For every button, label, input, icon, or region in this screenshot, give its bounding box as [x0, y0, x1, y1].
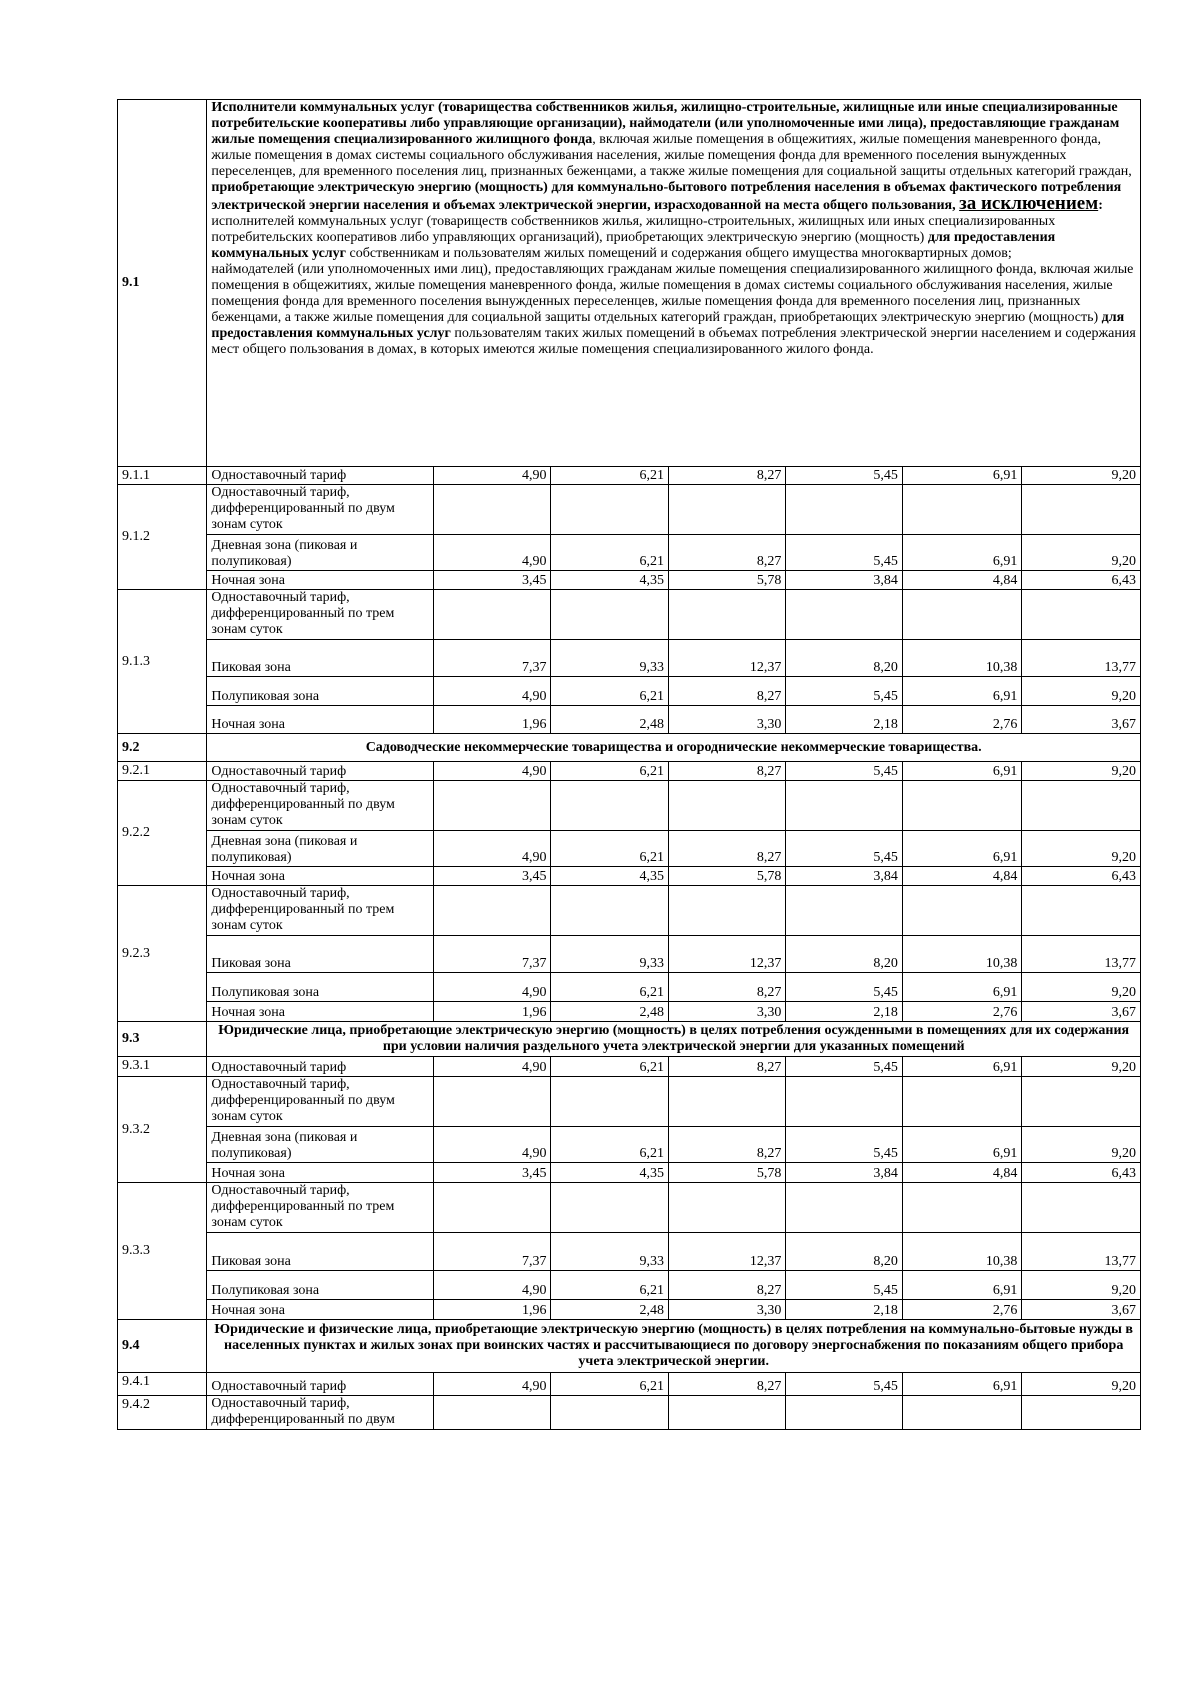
- tariff-value: 6,91: [902, 1057, 1022, 1077]
- tariff-value: 2,18: [786, 706, 902, 734]
- section-header-text: [207, 100, 1141, 467]
- tariff-value: 3,67: [1022, 1300, 1141, 1320]
- section-header-row: [118, 734, 1141, 762]
- row-number: 9.1.3: [118, 590, 207, 734]
- row-number: 9.4.2: [118, 1396, 207, 1430]
- tariff-value: [1022, 1183, 1141, 1233]
- header-segment: собственникам и пользователям жилых помещений и содержания общего имущества многоквартирных домов;: [346, 246, 1012, 261]
- row-label: Пиковая зона: [207, 936, 434, 973]
- tariff-value: [902, 886, 1022, 936]
- tariff-value: 4,90: [434, 1127, 551, 1163]
- tariff-value: 2,48: [551, 1002, 668, 1022]
- tariff-value: [434, 590, 551, 640]
- row-label: Ночная зона: [207, 1163, 434, 1183]
- table-row: [118, 831, 1141, 867]
- section-header-text: [207, 1022, 1141, 1057]
- tariff-value: [786, 1396, 902, 1430]
- emphasis-text: за исключением: [959, 193, 1099, 214]
- tariff-value: [551, 781, 668, 831]
- tariff-value: 5,45: [786, 762, 902, 781]
- row-label: Полупиковая зона: [207, 677, 434, 706]
- row-label: Одноставочный тариф: [207, 762, 434, 781]
- tariff-value: 8,20: [786, 640, 902, 677]
- tariff-value: 2,76: [902, 706, 1022, 734]
- table-row: [118, 706, 1141, 734]
- tariff-value: 12,37: [668, 1233, 785, 1271]
- tariff-value: 6,21: [551, 762, 668, 781]
- section-header-text: [207, 734, 1141, 762]
- header-segment: для предоставления коммунальных услуг: [211, 310, 1125, 341]
- tariff-value: 10,38: [902, 640, 1022, 677]
- tariff-value: 2,48: [551, 706, 668, 734]
- row-label: Ночная зона: [207, 571, 434, 590]
- row-label: Одноставочный тариф, дифференцированный по трем зонам суток: [207, 886, 434, 936]
- tariff-value: 5,45: [786, 467, 902, 485]
- tariff-value: 6,21: [551, 1127, 668, 1163]
- tariff-value: 10,38: [902, 936, 1022, 973]
- section-header-row: [118, 1022, 1141, 1057]
- tariff-value: 9,33: [551, 640, 668, 677]
- tariff-value: 9,20: [1022, 762, 1141, 781]
- tariff-value: 6,91: [902, 535, 1022, 571]
- row-number: 9.1.2: [118, 485, 207, 590]
- tariff-value: 5,45: [786, 535, 902, 571]
- tariff-value: 3,45: [434, 571, 551, 590]
- tariff-value: 9,20: [1022, 1057, 1141, 1077]
- table-row: [118, 1396, 1141, 1430]
- tariff-value: 2,76: [902, 1002, 1022, 1022]
- tariff-value: 2,18: [786, 1300, 902, 1320]
- section-header-text: [207, 1320, 1141, 1373]
- row-label: Одноставочный тариф, дифференцированный по двум: [207, 1396, 434, 1430]
- header-segment: наймодателей (или уполномоченных ими лиц), предоставляющих гражданам жилые помещения специализированного жилищного фонда, включая жилые помещения в общежитиях, жилые помещения маневренного фонда, жилые помещения в домах системы социального обслуживания населения, жилые помещения фонда для временного поселения вынужденных переселенцев, жилые помещения фонда для временного поселения лиц, признанных беженцами, а также жилые помещения для социальной защиты отдельных категорий граждан, приобретающих электрическую энергию (мощность): [211, 262, 1134, 325]
- tariff-value: 4,35: [551, 867, 668, 886]
- tariff-value: 5,45: [786, 831, 902, 867]
- tariff-value: 9,33: [551, 936, 668, 973]
- row-number: 9.2.2: [118, 781, 207, 886]
- tariff-value: 6,91: [902, 1271, 1022, 1300]
- row-label: Одноставочный тариф, дифференцированный по двум зонам суток: [207, 485, 434, 535]
- tariff-value: 3,45: [434, 867, 551, 886]
- tariff-value: 6,21: [551, 1057, 668, 1077]
- table-row: [118, 1300, 1141, 1320]
- tariff-value: 1,96: [434, 1300, 551, 1320]
- header-segment: приобретающие электрическую энергию (мощность) для коммунально-бытового потребления населения в объемах фактического потребления электрической энергии населения и объемах электрической энергии, израсходованной на места общего пользования,: [211, 180, 1122, 213]
- tariff-value: 13,77: [1022, 640, 1141, 677]
- tariff-value: 4,84: [902, 1163, 1022, 1183]
- tariff-value: [902, 1077, 1022, 1127]
- tariff-value: 3,84: [786, 571, 902, 590]
- tariff-value: 9,20: [1022, 831, 1141, 867]
- tariff-value: 8,27: [668, 1057, 785, 1077]
- tariff-value: 4,90: [434, 467, 551, 485]
- tariff-value: 6,21: [551, 973, 668, 1002]
- row-label: Одноставочный тариф: [207, 467, 434, 485]
- tariff-value: 9,20: [1022, 1373, 1141, 1396]
- tariff-value: 6,21: [551, 831, 668, 867]
- tariff-value: 7,37: [434, 1233, 551, 1271]
- row-number: 9.3.2: [118, 1077, 207, 1183]
- table-row: [118, 571, 1141, 590]
- tariff-value: [434, 1183, 551, 1233]
- tariff-value: 4,84: [902, 571, 1022, 590]
- tariff-value: 3,84: [786, 1163, 902, 1183]
- row-label: Полупиковая зона: [207, 973, 434, 1002]
- tariff-value: 6,21: [551, 677, 668, 706]
- tariff-value: 6,91: [902, 1373, 1022, 1396]
- tariff-value: 8,27: [668, 535, 785, 571]
- table-row: [118, 1077, 1141, 1127]
- tariff-value: [902, 1183, 1022, 1233]
- table-row: [118, 535, 1141, 571]
- tariff-table: [117, 99, 1141, 1430]
- row-number: 9.3.3: [118, 1183, 207, 1320]
- tariff-value: [434, 1077, 551, 1127]
- tariff-value: 4,35: [551, 571, 668, 590]
- tariff-value: 9,20: [1022, 677, 1141, 706]
- tariff-value: [902, 590, 1022, 640]
- tariff-value: 7,37: [434, 936, 551, 973]
- row-label: Одноставочный тариф: [207, 1057, 434, 1077]
- header-segment: Юридические и физические лица, приобретающие электрическую энергию (мощность) в целях потребления на коммунально-бытовые нужды в населенных пунктах и жилых зонах при воинских частях и рассчитывающиеся по договору энергоснабжения по показаниям общего прибора учета электрической энергии.: [214, 1322, 1133, 1369]
- tariff-value: 1,96: [434, 706, 551, 734]
- header-segment: Юридические лица, приобретающие электрическую энергию (мощность) в целях потребления осужденными в помещениях для их содержания при условии наличия раздельного учета электрической энергии для указанных помещений: [218, 1023, 1130, 1054]
- row-label: Ночная зона: [207, 706, 434, 734]
- tariff-value: 6,21: [551, 535, 668, 571]
- tariff-value: [1022, 1077, 1141, 1127]
- tariff-value: 8,20: [786, 936, 902, 973]
- tariff-value: 9,20: [1022, 1127, 1141, 1163]
- tariff-value: 12,37: [668, 640, 785, 677]
- tariff-value: 9,20: [1022, 467, 1141, 485]
- section-number: 9.1: [118, 100, 207, 467]
- tariff-value: [1022, 781, 1141, 831]
- tariff-value: 4,90: [434, 831, 551, 867]
- header-segment: Исполнители коммунальных услуг (товарищества собственников жилья, жилищно-строительные, жилищные или иные специализированные потребительские кооперативы либо управляющие организации), наймодатели (или уполномоченные ими лица), предоставляющие гражданам жилые помещения специализированного жилищного фонда: [211, 100, 1120, 147]
- table-row: [118, 936, 1141, 973]
- table-row: [118, 485, 1141, 535]
- row-label: Ночная зона: [207, 1002, 434, 1022]
- row-label: Одноставочный тариф, дифференцированный по двум зонам суток: [207, 1077, 434, 1127]
- header-segment: для предоставления коммунальных услуг: [211, 230, 1056, 261]
- tariff-value: [1022, 1396, 1141, 1430]
- tariff-value: 5,45: [786, 1127, 902, 1163]
- table-row: [118, 640, 1141, 677]
- tariff-value: 13,77: [1022, 936, 1141, 973]
- tariff-value: 8,27: [668, 1271, 785, 1300]
- tariff-value: 2,18: [786, 1002, 902, 1022]
- tariff-value: 8,27: [668, 677, 785, 706]
- tariff-value: 3,84: [786, 867, 902, 886]
- tariff-value: 6,21: [551, 467, 668, 485]
- tariff-value: [786, 590, 902, 640]
- tariff-value: 7,37: [434, 640, 551, 677]
- table-row: [118, 867, 1141, 886]
- row-label: Полупиковая зона: [207, 1271, 434, 1300]
- tariff-value: [434, 886, 551, 936]
- tariff-value: 3,30: [668, 706, 785, 734]
- tariff-value: [434, 485, 551, 535]
- row-number: 9.1.1: [118, 467, 207, 485]
- tariff-value: 4,90: [434, 762, 551, 781]
- tariff-value: [668, 485, 785, 535]
- tariff-value: [551, 886, 668, 936]
- tariff-value: 9,20: [1022, 535, 1141, 571]
- tariff-value: [1022, 590, 1141, 640]
- tariff-value: [1022, 886, 1141, 936]
- table-row: [118, 1373, 1141, 1396]
- row-number: 9.4.1: [118, 1373, 207, 1396]
- header-segment: , включая жилые помещения в общежитиях, жилые помещения маневренного фонда, жилые помещения в домах системы социального обслуживания населения, жилые помещения фонда для временного поселения вынужденных переселенцев, для временного поселения лиц, признанных беженцами, а также жилые помещения для социальной защиты отдельных категорий граждан,: [211, 132, 1132, 179]
- row-label: Пиковая зона: [207, 640, 434, 677]
- tariff-value: 6,21: [551, 1373, 668, 1396]
- tariff-value: [668, 886, 785, 936]
- tariff-value: 6,43: [1022, 1163, 1141, 1183]
- section-number: 9.3: [118, 1022, 207, 1057]
- tariff-value: 4,90: [434, 535, 551, 571]
- tariff-value: 8,27: [668, 973, 785, 1002]
- table-row: [118, 590, 1141, 640]
- table-row: [118, 1057, 1141, 1077]
- tariff-value: [668, 1183, 785, 1233]
- row-label: Одноставочный тариф, дифференцированный по трем зонам суток: [207, 1183, 434, 1233]
- tariff-value: 2,76: [902, 1300, 1022, 1320]
- tariff-value: 3,30: [668, 1002, 785, 1022]
- table-row: [118, 762, 1141, 781]
- header-segment: :: [1098, 198, 1103, 213]
- tariff-value: [434, 781, 551, 831]
- tariff-value: 4,35: [551, 1163, 668, 1183]
- tariff-value: [668, 781, 785, 831]
- tariff-value: 6,91: [902, 973, 1022, 1002]
- header-segment: пользователям таких жилых помещений в объемах потребления электрической энергии населением и содержания мест общего пользования в домах, в которых имеются жилые помещения специализированного жилого фонда.: [211, 326, 1136, 357]
- tariff-value: 4,90: [434, 677, 551, 706]
- tariff-value: 9,33: [551, 1233, 668, 1271]
- tariff-value: 6,91: [902, 762, 1022, 781]
- tariff-value: [902, 485, 1022, 535]
- row-label: Ночная зона: [207, 867, 434, 886]
- tariff-value: 8,27: [668, 1373, 785, 1396]
- table-row: [118, 467, 1141, 485]
- section-header-row: [118, 100, 1141, 467]
- tariff-value: [786, 485, 902, 535]
- tariff-value: 9,20: [1022, 1271, 1141, 1300]
- row-label: Одноставочный тариф, дифференцированный по трем зонам суток: [207, 590, 434, 640]
- tariff-value: 3,67: [1022, 706, 1141, 734]
- section-number: 9.2: [118, 734, 207, 762]
- tariff-value: 1,96: [434, 1002, 551, 1022]
- table-row: [118, 677, 1141, 706]
- header-segment: исполнителей коммунальных услуг (товариществ собственников жилья, жилищно-строительных, жилищных или иных специализированных потребительских кооперативов либо управляющих организаций), приобретающих электрическую энергию (мощность): [211, 214, 1056, 245]
- tariff-value: 4,90: [434, 1057, 551, 1077]
- row-label: Дневная зона (пиковая и полупиковая): [207, 831, 434, 867]
- tariff-value: 13,77: [1022, 1233, 1141, 1271]
- tariff-value: [434, 1396, 551, 1430]
- tariff-value: [668, 1396, 785, 1430]
- table-row: [118, 1002, 1141, 1022]
- table-row: [118, 973, 1141, 1002]
- row-label: Дневная зона (пиковая и полупиковая): [207, 535, 434, 571]
- tariff-value: 6,91: [902, 467, 1022, 485]
- tariff-value: 6,91: [902, 677, 1022, 706]
- tariff-value: [551, 485, 668, 535]
- table-row: [118, 1233, 1141, 1271]
- row-label: Ночная зона: [207, 1300, 434, 1320]
- tariff-value: 3,30: [668, 1300, 785, 1320]
- tariff-value: 2,48: [551, 1300, 668, 1320]
- tariff-value: [786, 1183, 902, 1233]
- table-row: [118, 886, 1141, 936]
- tariff-value: 4,90: [434, 1373, 551, 1396]
- tariff-value: 9,20: [1022, 973, 1141, 1002]
- tariff-value: 3,67: [1022, 1002, 1141, 1022]
- row-label: Одноставочный тариф, дифференцированный по двум зонам суток: [207, 781, 434, 831]
- tariff-value: [668, 590, 785, 640]
- tariff-value: 8,27: [668, 467, 785, 485]
- tariff-value: 8,20: [786, 1233, 902, 1271]
- tariff-value: [551, 1077, 668, 1127]
- tariff-value: [786, 1077, 902, 1127]
- tariff-value: 6,21: [551, 1271, 668, 1300]
- tariff-value: [1022, 485, 1141, 535]
- table-row: [118, 1271, 1141, 1300]
- tariff-value: 6,43: [1022, 571, 1141, 590]
- tariff-value: [551, 1396, 668, 1430]
- table-row: [118, 781, 1141, 831]
- row-label: Дневная зона (пиковая и полупиковая): [207, 1127, 434, 1163]
- tariff-value: 5,45: [786, 1373, 902, 1396]
- tariff-value: 6,91: [902, 1127, 1022, 1163]
- tariff-value: 3,45: [434, 1163, 551, 1183]
- tariff-value: [551, 1183, 668, 1233]
- tariff-value: 5,45: [786, 1271, 902, 1300]
- row-label: Одноставочный тариф: [207, 1373, 434, 1396]
- tariff-value: 8,27: [668, 762, 785, 781]
- tariff-value: 10,38: [902, 1233, 1022, 1271]
- tariff-value: [902, 1396, 1022, 1430]
- section-header-row: [118, 1320, 1141, 1373]
- tariff-value: [902, 781, 1022, 831]
- tariff-value: 8,27: [668, 831, 785, 867]
- tariff-value: 6,91: [902, 831, 1022, 867]
- tariff-value: 5,78: [668, 571, 785, 590]
- tariff-value: 4,90: [434, 973, 551, 1002]
- table-row: [118, 1183, 1141, 1233]
- tariff-value: 12,37: [668, 936, 785, 973]
- row-number: 9.2.1: [118, 762, 207, 781]
- tariff-value: 4,84: [902, 867, 1022, 886]
- table-row: [118, 1127, 1141, 1163]
- row-number: 9.3.1: [118, 1057, 207, 1077]
- tariff-value: 8,27: [668, 1127, 785, 1163]
- tariff-value: [668, 1077, 785, 1127]
- row-label: Пиковая зона: [207, 1233, 434, 1271]
- tariff-value: [786, 886, 902, 936]
- tariff-value: 4,90: [434, 1271, 551, 1300]
- tariff-value: 6,43: [1022, 867, 1141, 886]
- tariff-value: 5,78: [668, 1163, 785, 1183]
- header-segment: Садоводческие некоммерческие товарищества и огороднические некоммерческие товарищества.: [365, 739, 982, 755]
- tariff-value: 5,45: [786, 677, 902, 706]
- tariff-table-body: [118, 100, 1141, 1430]
- tariff-value: 5,45: [786, 1057, 902, 1077]
- tariff-value: [551, 590, 668, 640]
- tariff-value: 5,45: [786, 973, 902, 1002]
- row-number: 9.2.3: [118, 886, 207, 1022]
- tariff-value: [786, 781, 902, 831]
- section-number: 9.4: [118, 1320, 207, 1373]
- tariff-value: 5,78: [668, 867, 785, 886]
- table-row: [118, 1163, 1141, 1183]
